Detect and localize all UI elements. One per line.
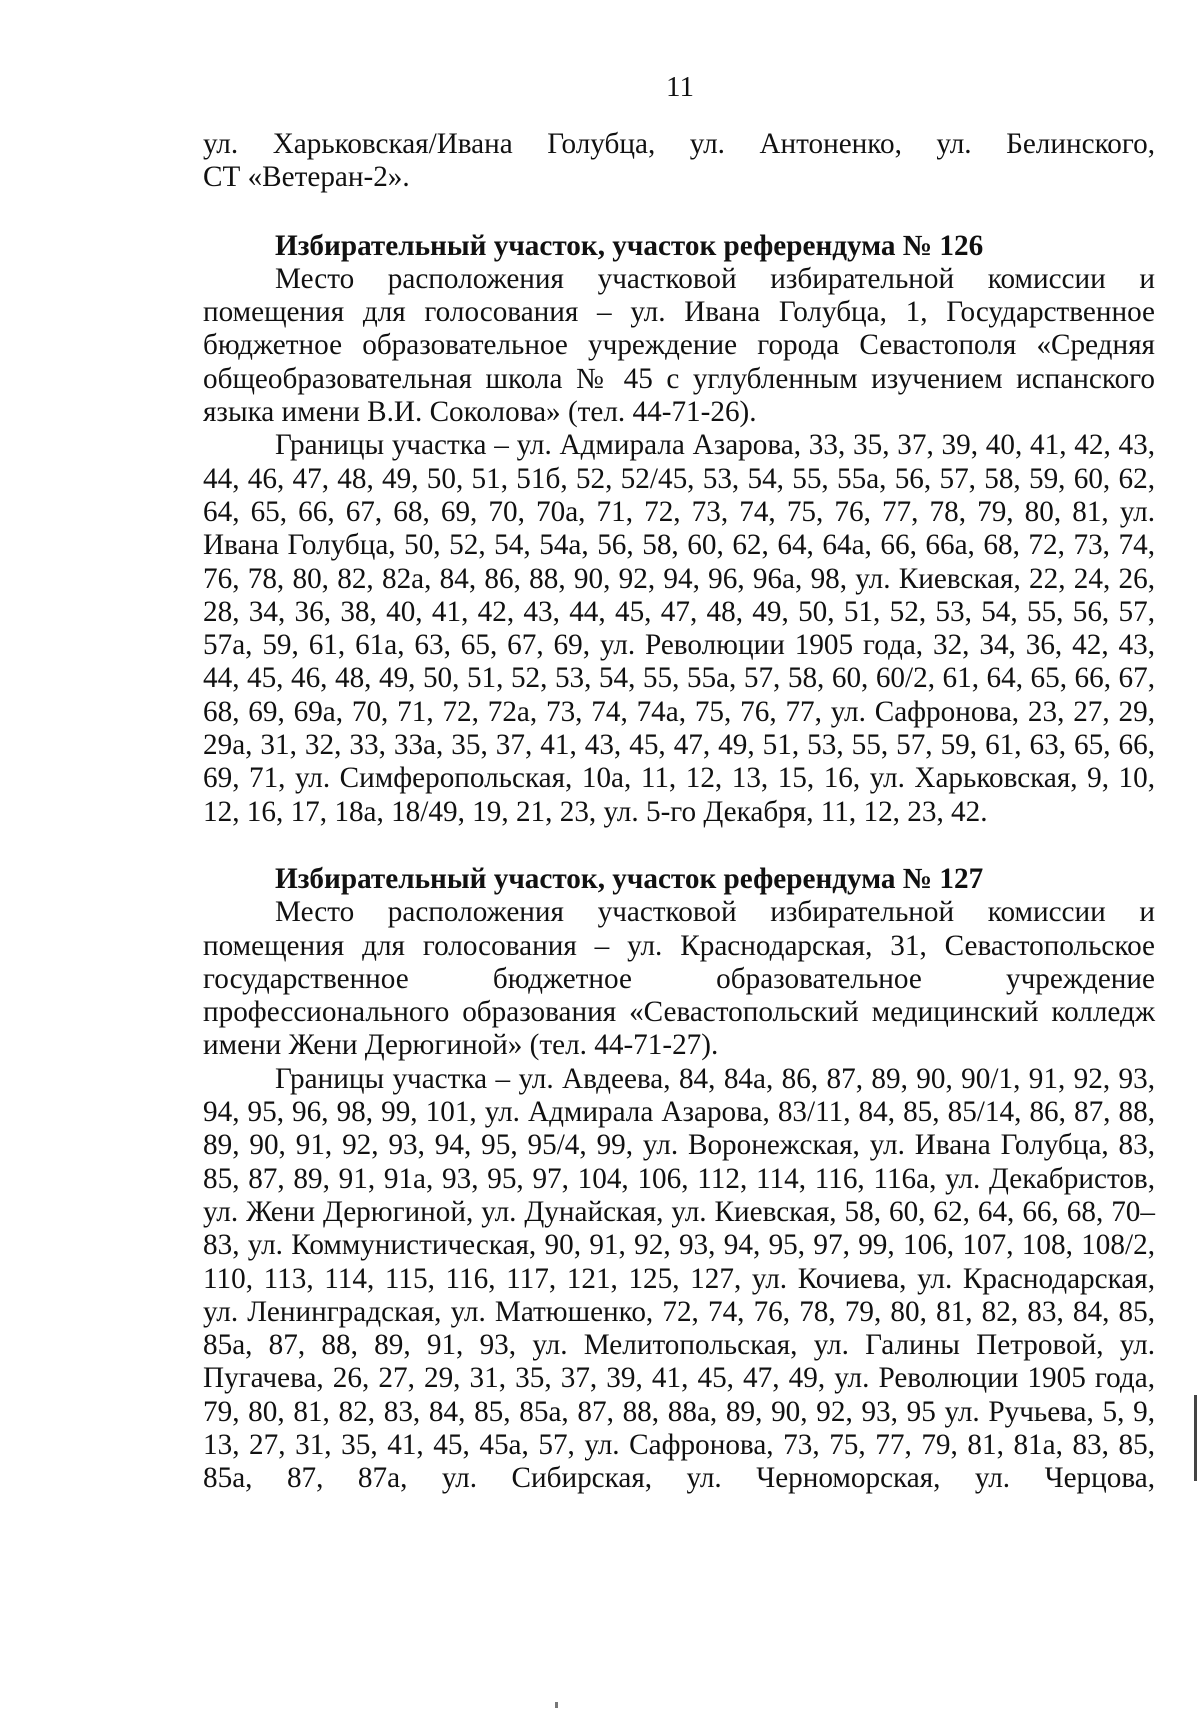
intro-line-1: ул. Харьковская/Ивана Голубца, ул. Антоненко, ул. Белинского, [203, 128, 1155, 160]
intro-paragraph-end [203, 161, 1155, 194]
section-gap [203, 829, 1155, 863]
section-heading: Избирательный участок, участок референдума № 127 [275, 862, 984, 895]
boundaries-paragraph: Границы участка – ул. Авдеева, 84, 84а, 86, 87, 89, 90, 90/1, 91, 92, 93, 94, 95, 96, 98, 99, 101, ул. Адмирала Азарова, 83/11, 84, 85, 85/14, 86, 87, 88, 89, 90, 91, 92, 93, 94, 95, 95/4, 99, ул. Воронежская, ул. Ивана Голубца, 83, 85, 87, 89, 91, 91а, 93, 95, 97, 104, 106, 112, 114, 116, 116а, ул. Декабристов, ул. Жени Дерюгиной, ул. Дунайская, ул. Киевская, 58, 60, 62, 64, 66, 68, 70–83, ул. Коммунистическая, 90, 91, 92, 93, 94, 95, 97, 99, 106, 107, 108, 108/2, 110, 113, 114, 115, 116, 117, 121, 125, 127, ул. Кочиева, ул. Краснодарская, ул. Ленинградская, ул. Матюшенко, 72, 74, 76, 78, 79, 80, 81, 82, 83, 84, 85, 85а, 87, 88, 89, 91, 93, ул. Мелитопольская, ул. Галины Петровой, ул. Пугачева, 26, 27, 29, 31, 35, 37, 39, 41, 45, 47, 49, ул. Революции 1905 года, 79, 80, 81, 82, 83, 84, 85, 85а, 87, 88, 88а, 89, 90, 92, 93, 95 ул. Ручьева, 5, 9, 13, 27, 31, 35, 41, 45, 45а, 57, ул. Сафронова, 73, 75, 77, 79, 81, 81а, 83, 85, 85а, 87, 87а, ул. Сибирская, ул. Черноморская, ул. Черцова, [203, 1062, 1155, 1495]
boundaries-paragraph: Границы участка – ул. Адмирала Азарова, 33, 35, 37, 39, 40, 41, 42, 43, 44, 46, 47, 48, 49, 50, 51, 51б, 52, 52/45, 53, 54, 55, 55а, 56, 57, 58, 59, 60, 62, 64, 65, 66, 67, 68, 69, 70, 70а, 71, 72, 73, 74, 75, 76, 77, 78, 79, 80, 81, ул. Ивана Голубца, 50, 52, 54, 54а, 56, 58, 60, 62, 64, 64а, 66, 66а, 68, 72, 73, 74, 76, 78, 80, 82, 82а, 84, 86, 88, 90, 92, 94, 96, 96а, 98, ул. Киевская, 22, 24, 26, 28, 34, 36, 38, 40, 41, 42, 43, 44, 45, 47, 48, 49, 50, 51, 52, 53, 54, 55, 56, 57, 57а, 59, 61, 61а, 63, 65, 67, 69, ул. Революции 1905 года, 32, 34, 36, 42, 43, 44, 45, 46, 48, 49, 50, 51, 52, 53, 54, 55, 55а, 57, 58, 60, 60/2, 61, 64, 65, 66, 67, 68, 69, 69а, 70, 71, 72, 72а, 73, 74, 74а, 75, 76, 77, ул. Сафронова, 23, 27, 29, 29а, 31, 32, 33, 33а, 35, 37, 41, 43, 45, 47, 49, 51, 53, 55, 57, 59, 61, 63, 65, 66, 69, 71, ул. Симферопольская, 10а, 11, 12, 13, 15, 16, ул. Харьковская, 9, 10, 12, 16, 17, 18а, 18/49, 19, 21, 23, ул. 5-го Декабря, 11, 12, 23, 42. [203, 429, 1155, 828]
intro-line-2: СТ «Ветеран-2». [203, 161, 410, 194]
document-body [203, 128, 1155, 1496]
section-heading: Избирательный участок, участок референдума № 126 [275, 229, 984, 262]
intro-paragraph [203, 128, 1155, 161]
location-paragraph: Место расположения участковой избирательной комиссии и помещения для голосования – ул. Ивана Голубца, 1, Государственное бюджетное образовательное учреждение города Севастополя «Средняя общеобразовательная школа № 45 с углубленным изучением испанского языка имени В.И. Соколова» (тел. 44-71-26). [203, 262, 1155, 429]
location-paragraph: Место расположения участковой избирательной комиссии и помещения для голосования – ул. Краснодарская, 31, Севастопольское государственное бюджетное образовательное учреждение профессионального образования «Севастопольский медицинский колледж имени Жени Дерюгиной» (тел. 44-71-27). [203, 896, 1155, 1062]
page-number: 11 [666, 71, 694, 103]
polling-station-126 [203, 230, 1155, 829]
section-gap [203, 195, 1155, 230]
scan-speck [555, 1702, 558, 1708]
polling-station-127 [203, 863, 1155, 1496]
scan-edge-mark [1194, 1395, 1197, 1481]
